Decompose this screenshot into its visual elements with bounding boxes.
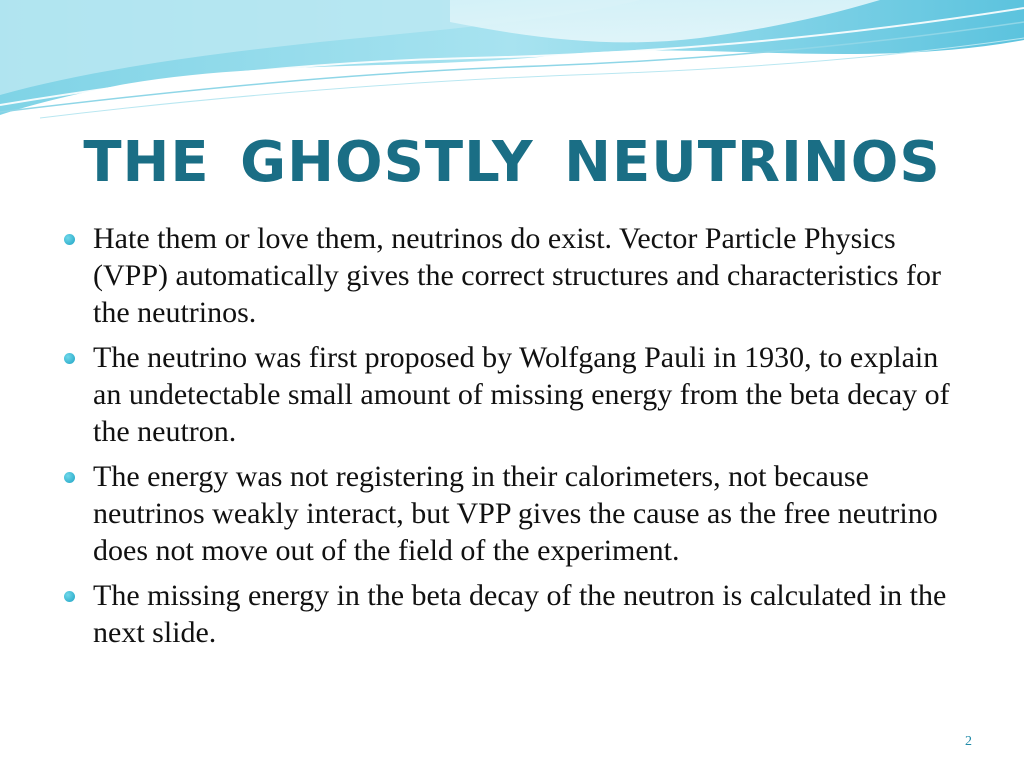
bullet-text: The missing energy in the beta decay of the neutron is calculated in the next slide. xyxy=(93,579,947,649)
bullet-text: The neutrino was first proposed by Wolfgang Pauli in 1930, to explain an undetectable small amount of missing energy from the beta decay of the neutron. xyxy=(93,341,950,448)
slide-title: THE GHOSTLY NEUTRINOS xyxy=(83,130,941,195)
bullet-text: Hate them or love them, neutrinos do exist. Vector Particle Physics (VPP) automatically gives the correct structures and characteristics for the neutrinos. xyxy=(93,222,942,329)
bullet-dot-icon xyxy=(64,591,75,602)
bullet-item xyxy=(60,339,972,450)
header-wave-decoration xyxy=(0,0,1024,130)
bullet-dot-icon xyxy=(64,234,75,245)
bullet-text: The energy was not registering in their calorimeters, not because neutrinos weakly interact, but VPP gives the cause as the free neutrino does not move out of the field of the experiment. xyxy=(93,460,938,567)
bullet-item xyxy=(60,577,972,651)
bullet-list xyxy=(60,220,972,659)
bullet-item xyxy=(60,220,972,331)
bullet-dot-icon xyxy=(64,472,75,483)
page-number: 2 xyxy=(965,734,972,749)
bullet-item xyxy=(60,458,972,569)
bullet-dot-icon xyxy=(64,353,75,364)
